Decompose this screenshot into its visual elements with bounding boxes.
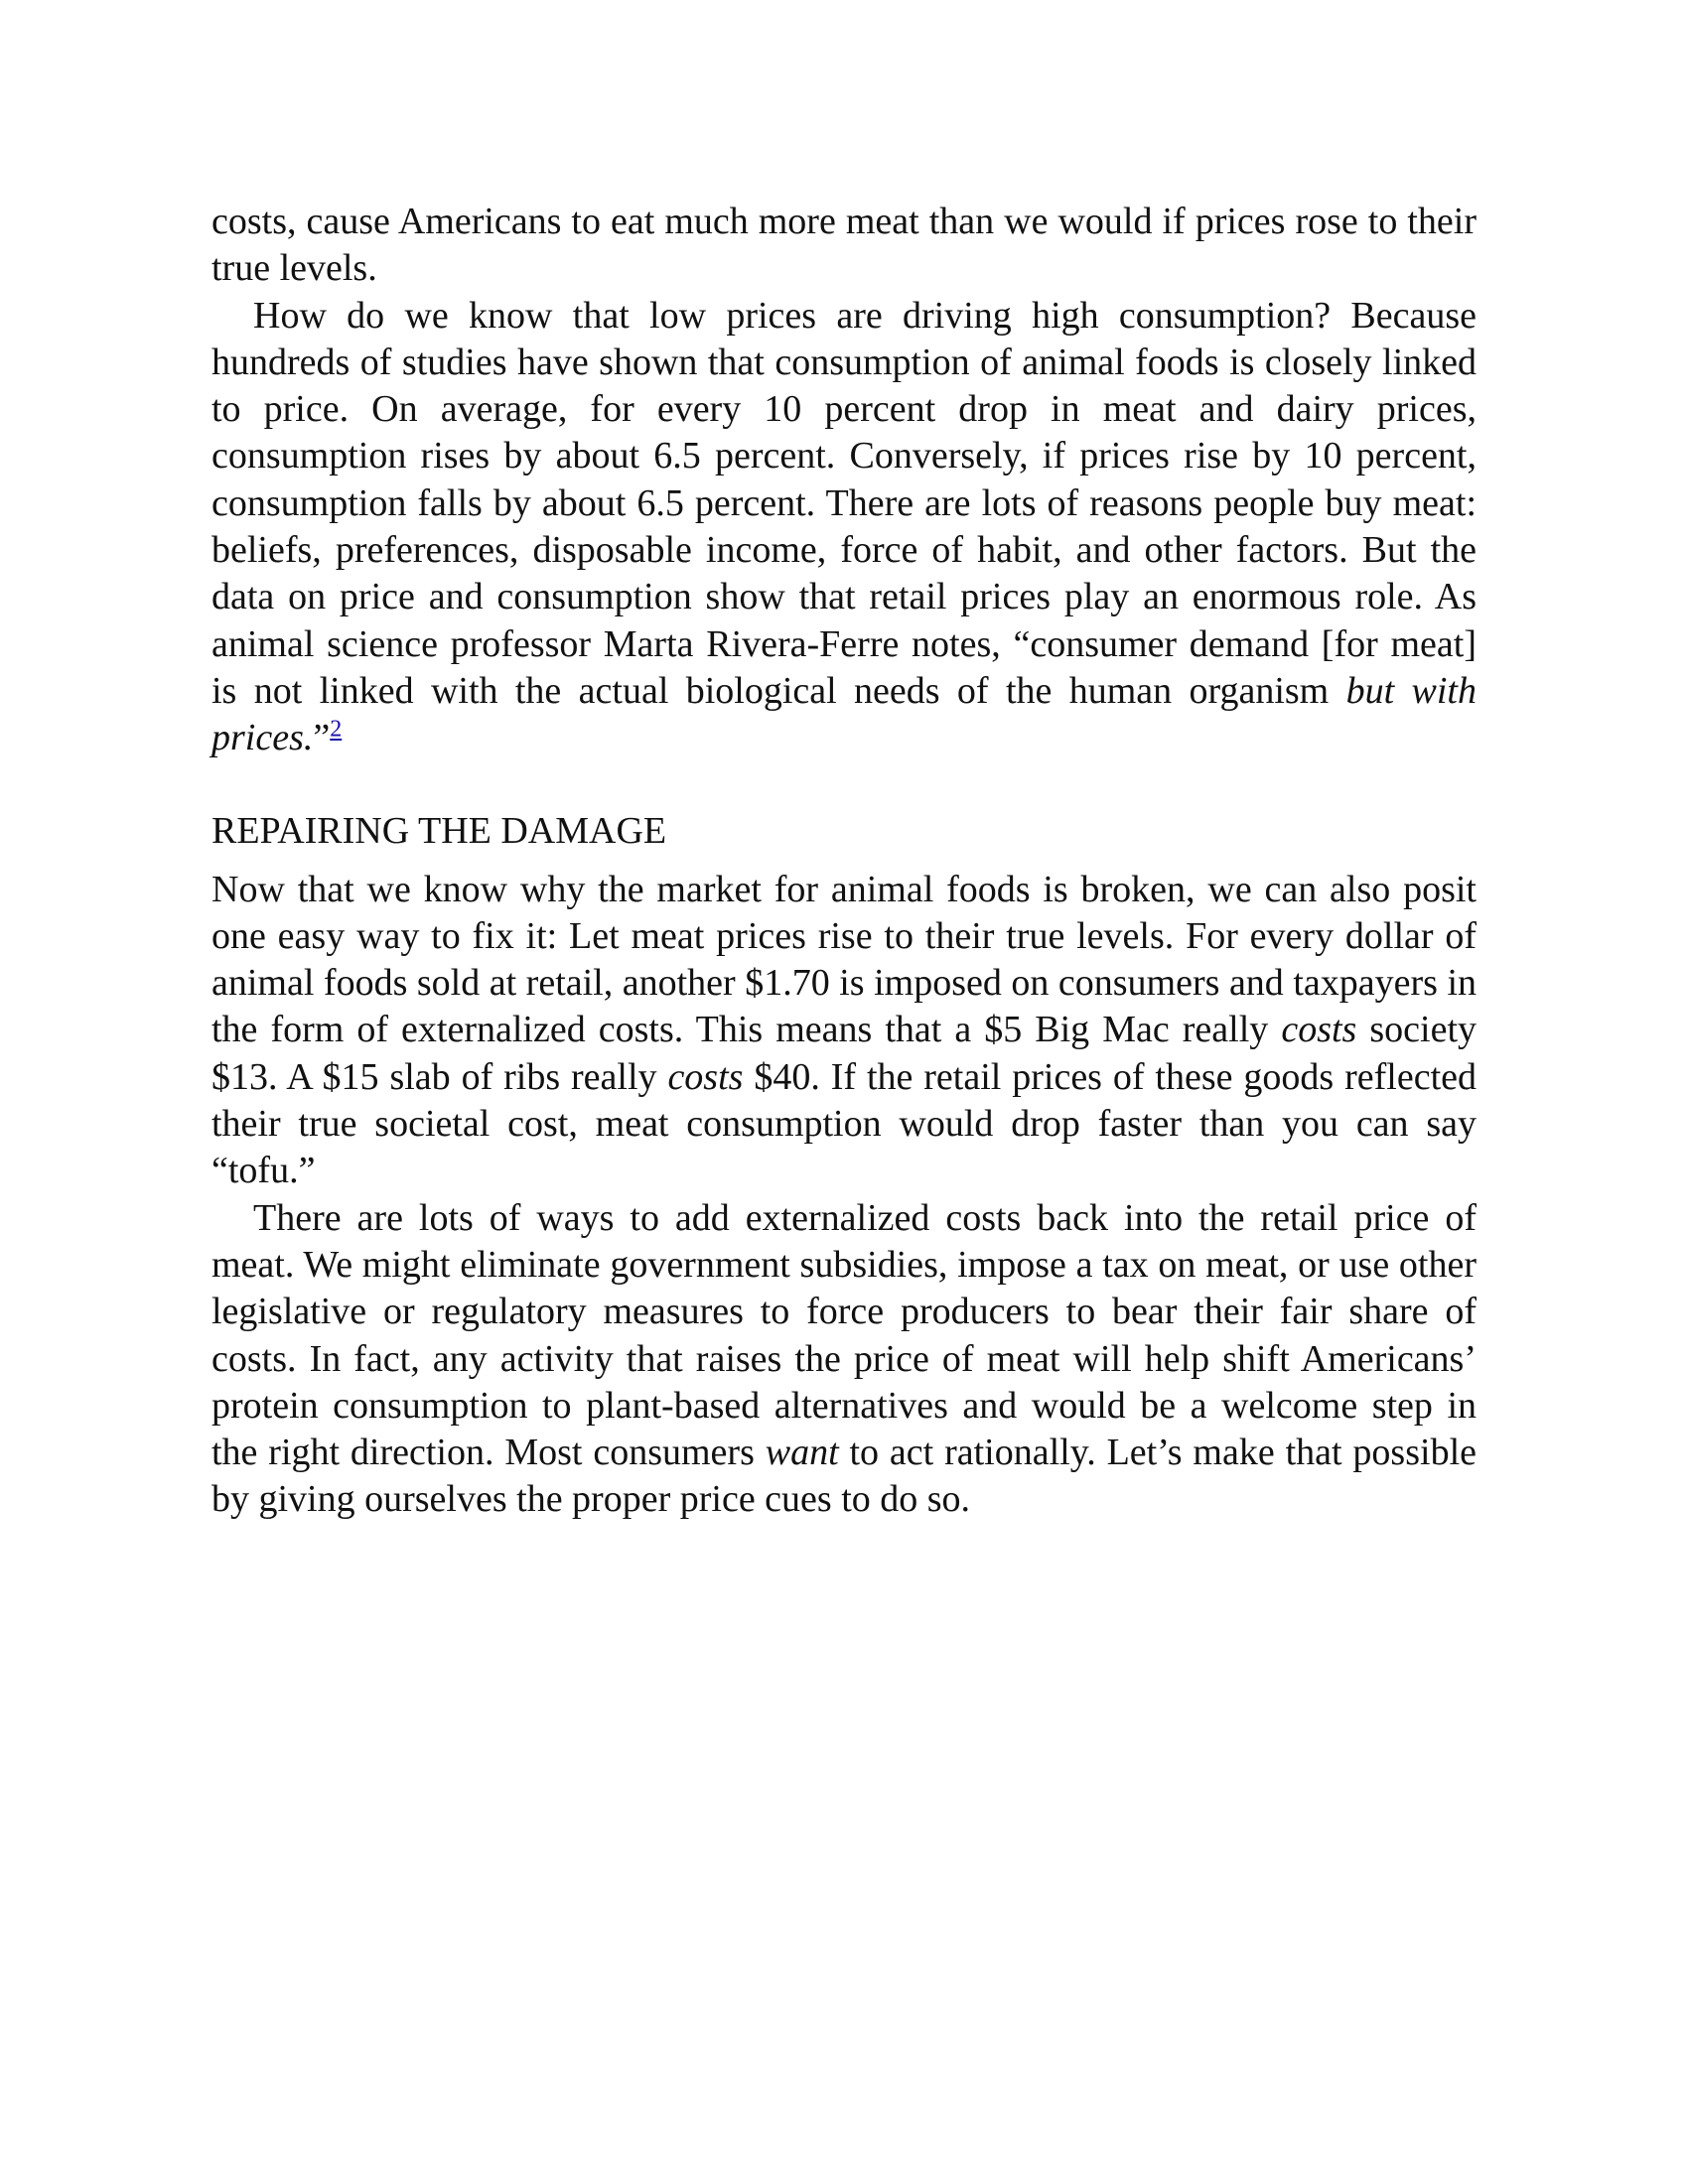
section-heading: REPAIRING THE DAMAGE [211, 809, 667, 852]
paragraph-text: to act rationally. Let’s make that possible by giving ourselves the proper price cues to do so. [211, 1432, 1477, 1521]
italic-emphasis: but with prices. [211, 669, 1477, 759]
paragraph-price-consumption [211, 293, 1477, 762]
paragraph-externalized-costs [211, 1195, 1477, 1524]
paragraph-true-levels [211, 867, 1477, 1195]
paragraph-text: There are lots of ways to add externalized costs back into the retail price of meat. We might eliminate government subsidies, impose a tax on meat, or use other legislative or regulatory measures to force producers to bear their fair share of costs. In fact, any activity that raises the price of meat will help shift Americans’ protein consumption to plant-based alternatives and would be a welcome step in the right direction. Most consumers [211, 1196, 1477, 1474]
page-body [211, 199, 1477, 1524]
paragraph-text: Now that we know why the market for animal foods is broken, we can also posit one easy way to fix it: Let meat prices rise to their true levels. For every dollar of animal foods sold at retail, another $1.70 is imposed on consumers and taxpayers in the form of externalized costs. This means that a $5 Big Mac really [211, 868, 1477, 1051]
paragraph-text: society $13. A $15 slab of ribs really [211, 1009, 1477, 1098]
paragraph-text: costs, cause Americans to eat much more meat than we would if prices rose to their true levels. [211, 201, 1477, 290]
closing-quote: ” [313, 717, 331, 759]
footnote-link[interactable]: 2 [330, 716, 343, 743]
italic-emphasis: want [765, 1432, 839, 1474]
paragraph-text: How do we know that low prices are driving high consumption? Because hundreds of studies have shown that consumption of animal foods is closely linked to price. On average, for every 10 percent drop in meat and dairy prices, consumption rises by about 6.5 percent. Conversely, if prices rise by 10 percent, consumption falls by about 6.5 percent. There are lots of reasons people buy meat: beliefs, preferences, disposable income, force of habit, and other factors. But the data on price and consumption show that retail prices play an enormous role. As animal science professor Marta Rivera-Ferre notes, “consumer demand [for meat] is not linked with the actual biological needs of the human organism [211, 294, 1477, 712]
italic-emphasis: costs [667, 1055, 744, 1098]
paragraph-text: $40. If the retail prices of these goods reflected their true societal cost, meat consumption would drop faster than you can say “tofu.” [211, 1055, 1477, 1192]
paragraph-continuation [211, 199, 1477, 293]
italic-emphasis: costs [1281, 1009, 1357, 1051]
